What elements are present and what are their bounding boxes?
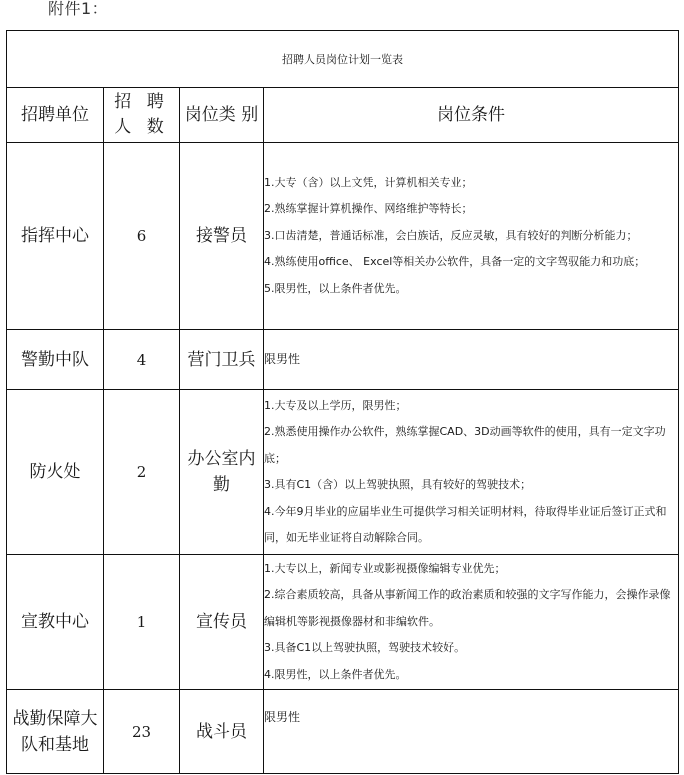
condition-line: 5.限男性，以上条件者优先。 bbox=[264, 281, 407, 295]
count-cell: 23 bbox=[104, 690, 180, 774]
condition-line: 限男性 bbox=[264, 352, 301, 367]
count-cell: 1 bbox=[104, 555, 180, 690]
condition-line: 1.大专以上，新闻专业或影视摄像编辑专业优先； bbox=[264, 561, 506, 575]
table-title: 招聘人员岗位计划一览表 bbox=[7, 31, 679, 88]
category-cell: 营门卫兵 bbox=[180, 330, 264, 390]
table-row bbox=[7, 143, 679, 330]
unit-cell: 宣教中心 bbox=[7, 555, 104, 690]
condition-line: 2.综合素质较高，具备从事新闻工作的政治素质和较强的文字写作能力，会操作录像编辑机等影视摄像器材和非编软件。 bbox=[264, 588, 671, 628]
count-cell: 4 bbox=[104, 330, 180, 390]
recruitment-plan-table bbox=[6, 30, 679, 774]
table-row bbox=[7, 690, 679, 774]
conditions-cell bbox=[264, 690, 679, 774]
condition-line: 4.熟练使用office、 Excel等相关办公软件，具备一定的文字驾驭能力和功底； bbox=[264, 255, 646, 269]
count-cell: 6 bbox=[104, 143, 180, 330]
conditions-cell bbox=[264, 330, 679, 390]
header-unit: 招聘单位 bbox=[7, 88, 104, 143]
conditions-cell bbox=[264, 143, 679, 330]
category-cell: 接警员 bbox=[180, 143, 264, 330]
category-cell: 办公室内勤 bbox=[180, 390, 264, 555]
table-row bbox=[7, 330, 679, 390]
header-conditions: 岗位条件 bbox=[264, 88, 679, 143]
condition-line: 3.口齿清楚，普通话标准，会白族话，反应灵敏，具有较好的判断分析能力； bbox=[264, 228, 638, 242]
table-title-row bbox=[7, 31, 679, 88]
count-cell: 2 bbox=[104, 390, 180, 555]
attachment-label: 附件1： bbox=[48, 0, 109, 18]
unit-cell: 指挥中心 bbox=[7, 143, 104, 330]
table-header-row bbox=[7, 88, 679, 143]
table-row bbox=[7, 390, 679, 555]
unit-cell: 警勤中队 bbox=[7, 330, 104, 390]
conditions-cell bbox=[264, 390, 679, 555]
condition-line: 1.大专（含）以上文凭，计算机相关专业； bbox=[264, 175, 473, 189]
condition-line: 限男性 bbox=[264, 710, 301, 724]
header-category: 岗位类 别 bbox=[180, 88, 264, 143]
unit-cell: 防火处 bbox=[7, 390, 104, 555]
condition-line: 4.今年9月毕业的应届毕业生可提供学习相关证明材料，待取得毕业证后签订正式和同，如无毕业证将自动解除合同。 bbox=[264, 504, 667, 544]
condition-line: 2.熟练掌握计算机操作、网络维护等特长； bbox=[264, 202, 473, 216]
header-count: 招 聘 人 数 bbox=[104, 88, 180, 143]
conditions-cell bbox=[264, 555, 679, 690]
condition-line: 2.熟悉使用操作办公软件，熟练掌握CAD、3D动画等软件的使用，具有一定文字功底； bbox=[264, 425, 666, 465]
table-row bbox=[7, 555, 679, 690]
category-cell: 宣传员 bbox=[180, 555, 264, 690]
condition-line: 3.具有C1（含）以上驾驶执照，具有较好的驾驶技术； bbox=[264, 478, 532, 491]
condition-line: 4.限男性，以上条件者优先。 bbox=[264, 667, 407, 681]
category-cell: 战斗员 bbox=[180, 690, 264, 774]
condition-line: 1.大专及以上学历，限男性； bbox=[264, 398, 407, 412]
unit-cell: 战勤保障大队和基地 bbox=[7, 690, 104, 774]
condition-line: 3.具备C1以上驾驶执照，驾驶技术较好。 bbox=[264, 641, 466, 655]
